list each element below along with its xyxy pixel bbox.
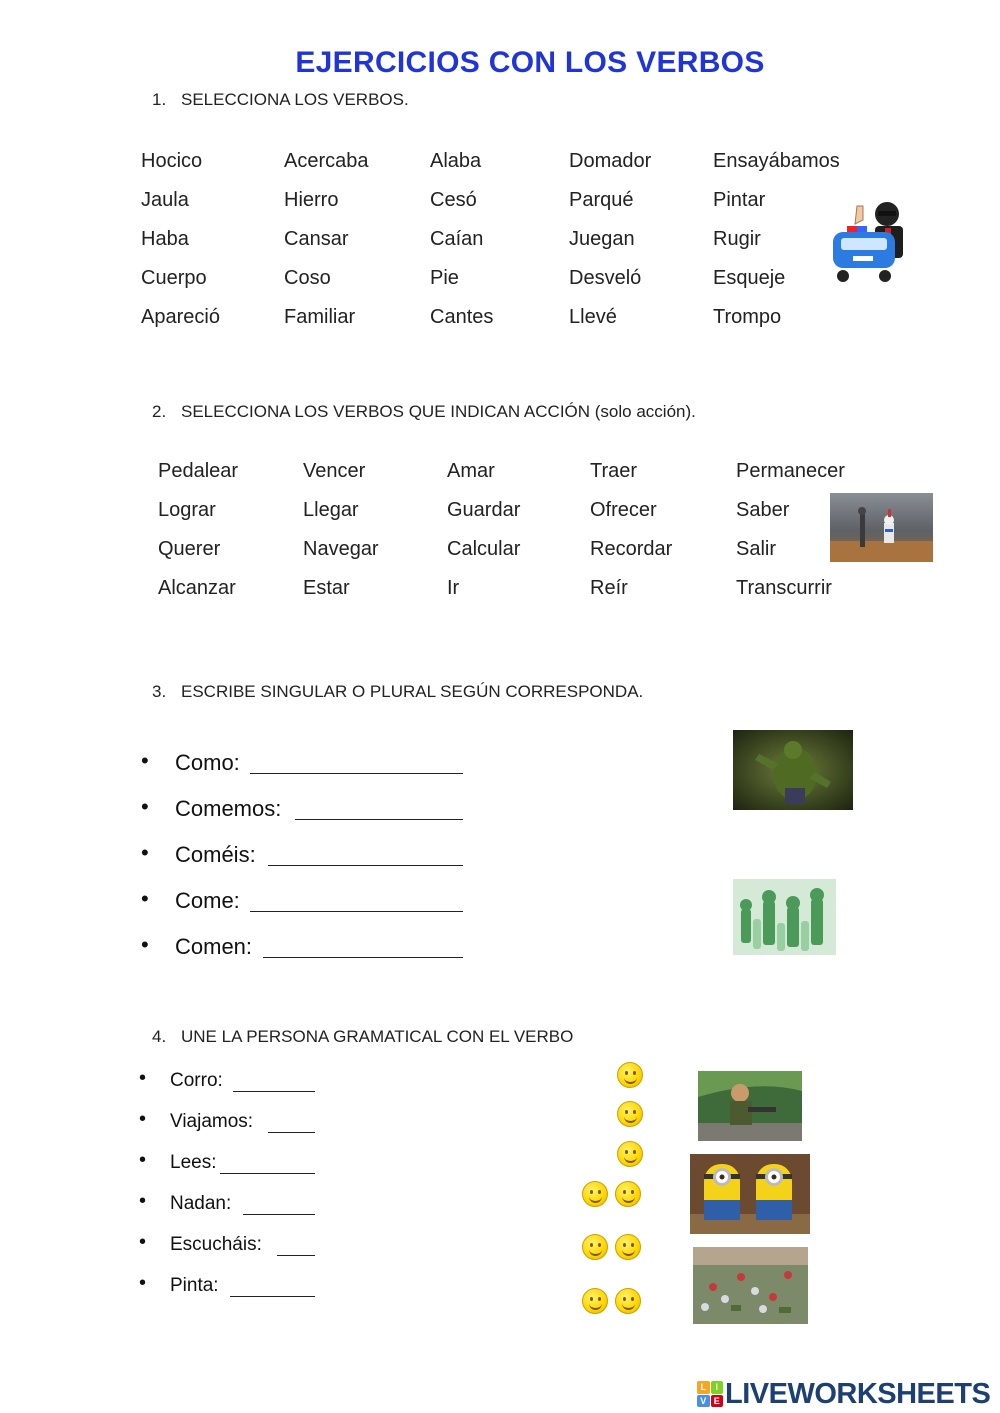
selectable-word[interactable]: Alaba [430, 150, 482, 172]
selectable-word[interactable]: Coso [284, 267, 331, 289]
answer-item [139, 1272, 315, 1303]
selectable-word[interactable]: Cesó [430, 189, 477, 211]
selectable-word[interactable]: Ir [447, 577, 460, 599]
item-label: Come: [175, 888, 240, 913]
liveworksheets-logo [697, 1377, 990, 1411]
logo-tile: I [711, 1381, 724, 1394]
selectable-word[interactable]: Vencer [303, 460, 366, 482]
section-2-number: 2. [152, 402, 167, 421]
selectable-word[interactable]: Estar [303, 577, 350, 599]
item-label: Comemos: [175, 796, 282, 821]
answer-item [141, 934, 463, 962]
section-3-instruction: ESCRIBE SINGULAR O PLURAL SEGÚN CORRESPONDA. [181, 682, 644, 701]
bullet-icon: • [141, 748, 149, 773]
answer-blank-input[interactable] [243, 1197, 315, 1215]
item-label: Pinta: [170, 1275, 219, 1296]
answer-item [139, 1067, 315, 1098]
toy-figures-photo [830, 493, 933, 562]
answer-blank-input[interactable] [295, 802, 463, 820]
smiley-icon [617, 1062, 643, 1088]
bullet-icon: • [139, 1272, 147, 1294]
selectable-word[interactable]: Acercaba [284, 150, 369, 172]
selectable-word[interactable]: Domador [569, 150, 652, 172]
selectable-word[interactable]: Pedalear [158, 460, 239, 482]
logo-tile: V [697, 1395, 710, 1408]
selectable-word[interactable]: Calcular [447, 538, 521, 560]
logo-tile: E [711, 1395, 724, 1408]
answer-item [141, 796, 463, 824]
selectable-word[interactable]: Amar [447, 460, 495, 482]
selectable-word[interactable]: Llegar [303, 499, 359, 521]
soldier-toy-photo [698, 1071, 802, 1141]
section-1-instruction: SELECCIONA LOS VERBOS. [181, 90, 409, 109]
answer-blank-input[interactable] [220, 1156, 315, 1174]
selectable-word[interactable]: Haba [141, 228, 189, 250]
smiley-icon [617, 1101, 643, 1127]
brand-text: LIVEWORKSHEETS [725, 1377, 991, 1410]
answer-blank-input[interactable] [268, 1115, 315, 1133]
selectable-word[interactable]: Saber [736, 499, 790, 521]
answer-item [141, 842, 463, 870]
bullet-icon: • [139, 1231, 147, 1253]
section-1-heading [152, 90, 409, 110]
answer-item [139, 1108, 315, 1139]
selectable-word[interactable]: Parqué [569, 189, 634, 211]
section-2-instruction: SELECCIONA LOS VERBOS QUE INDICAN ACCIÓN (solo acción). [181, 402, 696, 421]
green-soldiers-photo [733, 879, 836, 955]
selectable-word[interactable]: Recordar [590, 538, 673, 560]
section-3-number: 3. [152, 682, 167, 701]
selectable-word[interactable]: Trompo [713, 306, 782, 328]
battle-miniatures-photo [693, 1247, 808, 1324]
minions-photo [690, 1154, 810, 1234]
item-label: Como: [175, 750, 240, 775]
police-car-image [829, 196, 919, 288]
selectable-word[interactable]: Cuerpo [141, 267, 207, 289]
answer-blank-input[interactable] [250, 894, 463, 912]
selectable-word[interactable]: Juegan [569, 228, 635, 250]
item-label: Lees: [170, 1152, 217, 1173]
selectable-word[interactable]: Traer [590, 460, 638, 482]
answer-blank-input[interactable] [250, 756, 463, 774]
smiley-icon [582, 1288, 608, 1314]
selectable-word[interactable]: Pintar [713, 189, 766, 211]
smiley-icon [615, 1181, 641, 1207]
answer-item [141, 888, 463, 916]
selectable-word[interactable]: Ofrecer [590, 499, 657, 521]
selectable-word[interactable]: Llevé [569, 306, 617, 328]
selectable-word[interactable]: Esqueje [713, 267, 786, 289]
selectable-word[interactable]: Querer [158, 538, 221, 560]
liveworksheets-icon [697, 1381, 723, 1407]
selectable-word[interactable]: Cansar [284, 228, 349, 250]
hulk-photo [733, 730, 853, 810]
section-3-heading [152, 682, 643, 702]
bullet-icon: • [141, 886, 149, 911]
section-1-number: 1. [152, 90, 167, 109]
answer-blank-input[interactable] [233, 1074, 315, 1092]
selectable-word[interactable]: Caían [430, 228, 484, 250]
answer-blank-input[interactable] [263, 940, 463, 958]
section-2-heading [152, 402, 696, 422]
answer-item [139, 1190, 315, 1221]
selectable-word[interactable]: Familiar [284, 306, 356, 328]
selectable-word[interactable]: Jaula [141, 189, 189, 211]
answer-blank-input[interactable] [277, 1238, 315, 1256]
smiley-icon [615, 1288, 641, 1314]
selectable-word[interactable]: Reír [590, 577, 628, 599]
selectable-word[interactable]: Transcurrir [736, 577, 832, 599]
section-4-instruction: UNE LA PERSONA GRAMATICAL CON EL VERBO [181, 1027, 574, 1046]
smiley-icon [582, 1181, 608, 1207]
worksheet-title: EJERCICIOS CON LOS VERBOS [295, 46, 765, 79]
selectable-word[interactable]: Lograr [158, 499, 216, 521]
selectable-word[interactable]: Cantes [430, 306, 494, 328]
item-label: Coméis: [175, 842, 256, 867]
selectable-word[interactable]: Rugir [713, 228, 761, 250]
answer-blank-input[interactable] [230, 1279, 315, 1297]
bullet-icon: • [139, 1149, 147, 1171]
selectable-word[interactable]: Salir [736, 538, 777, 560]
selectable-word[interactable]: Hierro [284, 189, 339, 211]
section-4-heading [152, 1027, 573, 1047]
answer-item [139, 1149, 315, 1180]
item-label: Comen: [175, 934, 253, 959]
section-4-number: 4. [152, 1027, 167, 1046]
logo-tile: L [697, 1381, 710, 1394]
selectable-word[interactable]: Navegar [303, 538, 379, 560]
answer-item [139, 1231, 315, 1262]
selectable-word[interactable]: Desveló [569, 267, 642, 289]
selectable-word[interactable]: Alcanzar [158, 577, 236, 599]
smiley-icon [582, 1234, 608, 1260]
bullet-icon: • [139, 1190, 147, 1212]
bullet-icon: • [141, 840, 149, 865]
bullet-icon: • [141, 932, 149, 957]
selectable-word[interactable]: Apareció [141, 306, 220, 328]
selectable-word[interactable]: Guardar [447, 499, 521, 521]
selectable-word[interactable]: Pie [430, 267, 459, 289]
smiley-icon [617, 1141, 643, 1167]
bullet-icon: • [141, 794, 149, 819]
answer-item [141, 750, 463, 778]
item-label: Escucháis: [170, 1234, 262, 1255]
smiley-icon [615, 1234, 641, 1260]
answer-blank-input[interactable] [268, 848, 463, 866]
bullet-icon: • [139, 1108, 147, 1130]
selectable-word[interactable]: Ensayábamos [713, 150, 840, 172]
item-label: Nadan: [170, 1193, 232, 1214]
selectable-word[interactable]: Permanecer [736, 460, 845, 482]
bullet-icon: • [139, 1067, 147, 1089]
item-label: Corro: [170, 1070, 223, 1091]
selectable-word[interactable]: Hocico [141, 150, 203, 172]
item-label: Viajamos: [170, 1111, 254, 1132]
